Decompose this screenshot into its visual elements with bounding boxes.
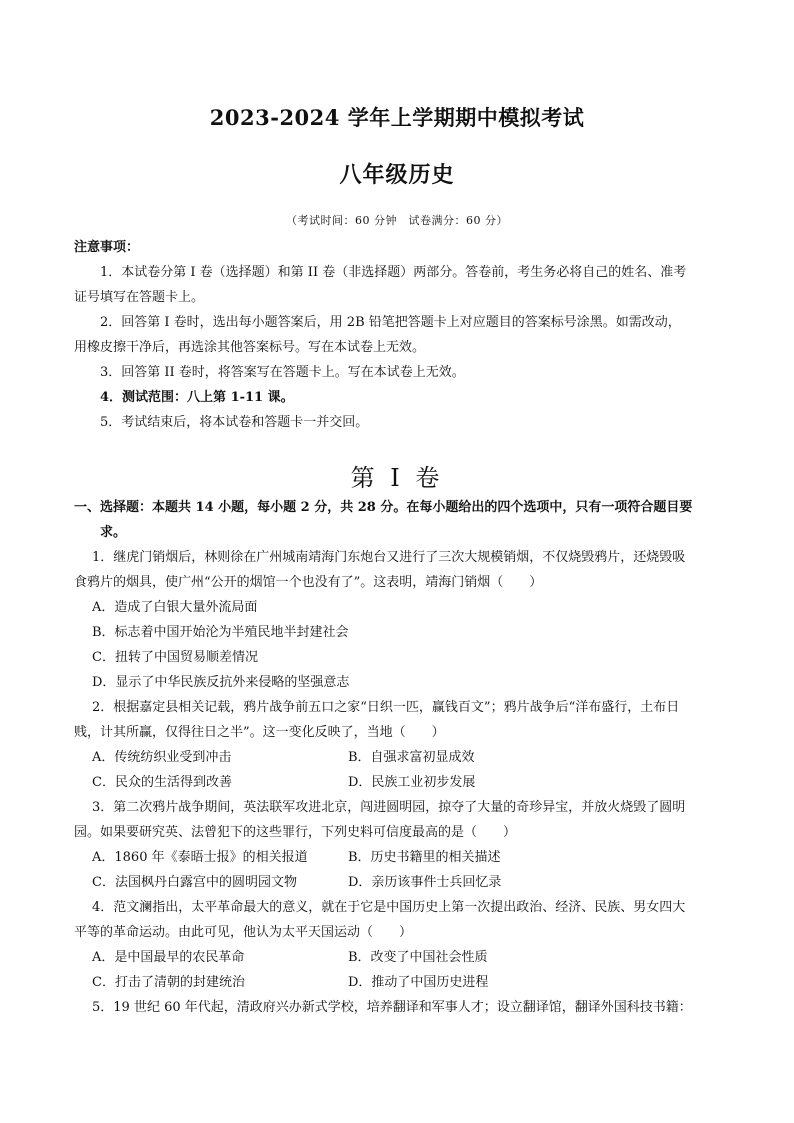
question-4-options-row-2 (74, 970, 734, 995)
notice-item-2: 2．回答第 I 卷时，选出每小题答案后，用 2B 铅笔把答题卡上对应题目的答案标号涂黑。如需改动， (100, 315, 681, 330)
question-2-options-row-2 (74, 770, 734, 795)
question-2-option-d: D．民族工业初步发展 (348, 775, 476, 790)
notice-item-2-cont: 用橡皮擦干净后，再选涂其他答案标号。写在本试卷上无效。 (74, 340, 426, 355)
notice-item-1: 1．本试卷分第 I 卷（选择题）和第 II 卷（非选择题）两部分。答卷前，考生务必将自己的姓名、准考 (100, 265, 687, 280)
notice-item-3: 3．回答第 II 卷时，将答案写在答题卡上。写在本试卷上无效。 (100, 365, 465, 380)
question-3-option-c: C．法国枫丹白露宫中的圆明园文物 (92, 875, 297, 890)
notice-block (74, 235, 734, 435)
question-1-option-a: A．造成了白银大量外流局面 (92, 600, 258, 615)
question-3-options-row-2 (74, 870, 734, 895)
question-4-options-row-1 (74, 945, 734, 970)
section-instruction: 一、选择题：本题共 14 小题，每小题 2 分，共 28 分。在每小题给出的四个选项中，只有一项符合题目要 (74, 500, 693, 515)
notice-label: 注意事项： (74, 240, 140, 255)
exam-info: （考试时间：60 分钟 试卷满分：60 分） (286, 214, 508, 227)
notice-item-4: 4．测试范围：八上第 1-11 课。 (100, 390, 294, 405)
question-4-option-a: A．是中国最早的农民革命 (92, 950, 245, 965)
question-3-stem: 3．第二次鸦片战争期间，英法联军攻进北京，闯进圆明园，掠夺了大量的奇珍异宝，并放火烧毁了圆明 (92, 800, 686, 815)
question-2-option-b: B．自强求富初显成效 (348, 750, 475, 765)
section-title: 第 I 卷 (350, 464, 444, 492)
question-3-option-d: D．亲历该事件士兵回忆录 (348, 875, 502, 890)
section-instruction-cont: 求。 (100, 525, 127, 540)
question-1-option-d: D．显示了中华民族反抗外来侵略的坚强意志 (92, 675, 350, 690)
exam-title: 2023-2024 学年上学期期中模拟考试 (209, 105, 585, 130)
exam-subject: 八年级历史 (339, 162, 455, 188)
question-3-option-a: A．1860 年《泰晤士报》的相关报道 (92, 850, 308, 865)
question-2-options-row-1 (74, 745, 734, 770)
question-4-option-b: B．改变了中国社会性质 (348, 950, 488, 965)
question-5-stem: 5．19 世纪 60 年代起，清政府兴办新式学校，培养翻译和军事人才；设立翻译馆，翻译外国科技书籍： (92, 1000, 692, 1015)
question-2-stem-cont: 贱，计其所赢，仅得往日之半”。这一变化反映了，当地（ ） (74, 725, 445, 740)
question-4-stem: 4．范文澜指出，太平革命最大的意义，就在于它是中国历史上第一次提出政治、经济、民族、男女四大 (92, 900, 686, 915)
question-1-stem: 1．继虎门销烟后，林则徐在广州城南靖海门东炮台又进行了三次大规模销烟，不仅烧毁鸦片，还烧毁吸 (92, 550, 686, 565)
question-1-stem-cont: 食鸦片的烟具，使广州“公开的烟馆一个也没有了”。这表明，靖海门销烟（ ） (74, 575, 543, 590)
question-3-stem-cont: 园。如果要研究英、法曾犯下的这些罪行，下列史料可信度最高的是（ ） (74, 825, 517, 840)
question-2-option-a: A．传统纺织业受到冲击 (92, 750, 232, 765)
questions-block (74, 495, 734, 1020)
question-4-option-d: D．推动了中国历史进程 (348, 975, 489, 990)
question-1-option-c: C．扭转了中国贸易顺差情况 (92, 650, 258, 665)
question-1-option-b: B．标志着中国开始沦为半殖民地半封建社会 (92, 625, 349, 640)
question-2-stem: 2．根据嘉定县相关记载，鸦片战争前五口之家“日织一匹，赢钱百文”；鸦片战争后“洋布盛行，土布日 (92, 700, 680, 715)
question-2-option-c: C．民众的生活得到改善 (92, 775, 232, 790)
notice-item-5: 5．考试结束后，将本试卷和答题卡一并交回。 (100, 415, 369, 430)
question-4-stem-cont: 平等的革命运动。由此可见，他认为太平天国运动（ ） (74, 925, 413, 940)
question-4-option-c: C．打击了清朝的封建统治 (92, 975, 245, 990)
question-3-options-row-1 (74, 845, 734, 870)
question-3-option-b: B．历史书籍里的相关描述 (348, 850, 501, 865)
notice-item-1-cont: 证号填写在答题卡上。 (74, 290, 205, 305)
